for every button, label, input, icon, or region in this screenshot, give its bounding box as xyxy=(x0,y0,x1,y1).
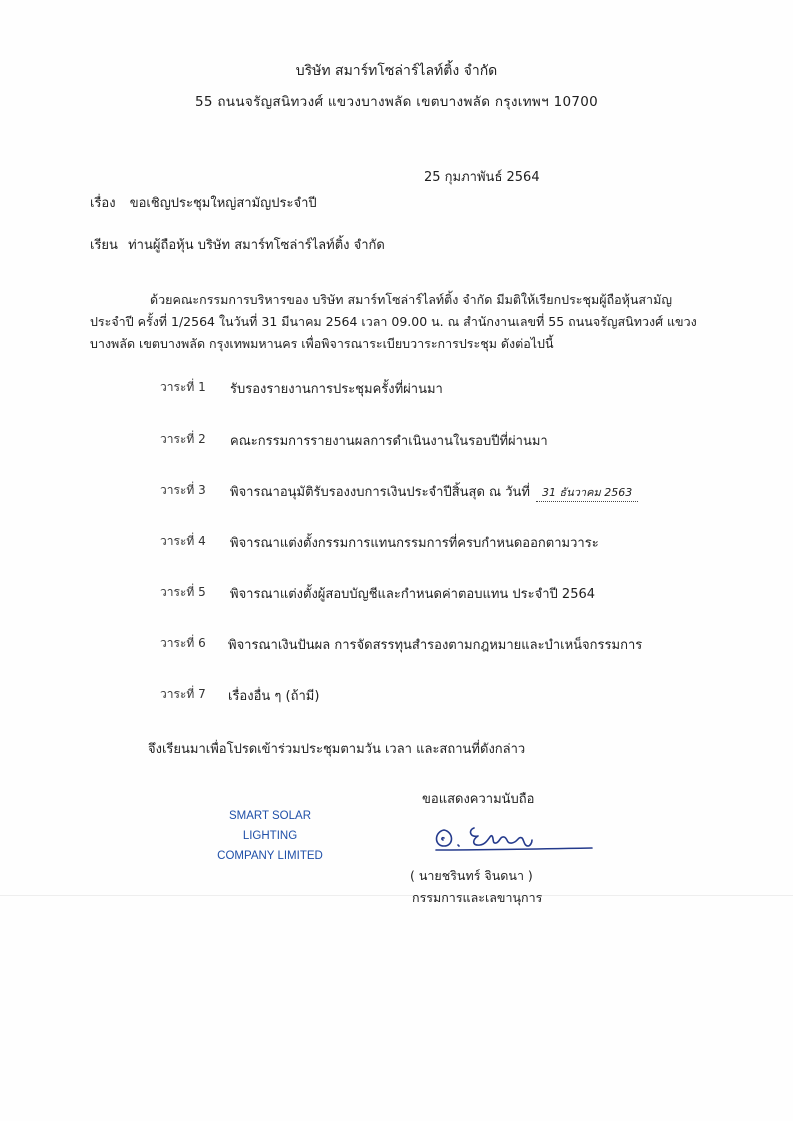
subject-line xyxy=(90,192,317,213)
company-stamp xyxy=(204,806,336,866)
agenda-text: รับรองรายงานการประชุมครั้งที่ผ่านมา xyxy=(230,382,443,397)
agenda-number: วาระที่ 2 xyxy=(160,432,206,446)
signer-name: ( นายชรินทร์ จินดนา ) xyxy=(410,868,533,883)
agenda-number: วาระที่ 5 xyxy=(160,585,206,599)
agenda-text: พิจารณาแต่งตั้งผู้สอบบัญชีและกำหนดค่าตอบแทน ประจำปี 2564 xyxy=(230,587,596,602)
to-label: เรียน xyxy=(90,238,118,253)
company-name: บริษัท สมาร์ทโซล่าร์ไลท์ติ้ง จำกัด xyxy=(295,63,498,79)
body-line-3: บางพลัด เขตบางพลัด กรุงเทพมหานคร เพื่อพิจารณาระเบียบวาระการประชุม ดังต่อไปนี้ xyxy=(90,336,554,351)
agenda-text xyxy=(230,481,638,502)
signature-image xyxy=(428,816,596,856)
stamp-line-2: COMPANY LIMITED xyxy=(217,850,323,862)
body-line-2: ประจำปี ครั้งที่ 1/2564 ในวันที่ 31 มีนาคม 2564 เวลา 09.00 น. ณ สำนักงานเลขที่ 55 ถนนจรัญสนิทวงศ์ แขวง xyxy=(90,314,697,329)
salutation-line xyxy=(90,234,385,255)
agenda-number: วาระที่ 7 xyxy=(160,687,206,701)
regards-text: ขอแสดงความนับถือ xyxy=(422,792,535,807)
company-address: 55 ถนนจรัญสนิทวงศ์ แขวงบางพลัด เขตบางพลัด กรุงเทพฯ 10700 xyxy=(194,94,599,110)
agenda-text: เรื่องอื่น ๆ (ถ้ามี) xyxy=(228,689,320,704)
agenda-text-main: พิจารณาอนุมัติรับรองงบการเงินประจำปีสิ้นสุด ณ วันที่ xyxy=(230,485,531,500)
agenda-number: วาระที่ 4 xyxy=(160,534,206,548)
scan-artifact-line xyxy=(0,895,793,896)
agenda-number: วาระที่ 6 xyxy=(160,636,206,650)
to-text: ท่านผู้ถือหุ้น บริษัท สมาร์ทโซล่าร์ไลท์ติ้ง จำกัด xyxy=(128,238,385,253)
agenda-text: คณะกรรมการรายงานผลการดำเนินงานในรอบปีที่ผ่านมา xyxy=(230,434,548,449)
body-line-1: ด้วยคณะกรรมการบริหารของ บริษัท สมาร์ทโซล่าร์ไลท์ติ้ง จำกัด มีมติให้เรียกประชุมผู้ถือหุ้นสามัญ xyxy=(150,292,672,307)
stamp-line-1: SMART SOLAR LIGHTING xyxy=(228,810,312,842)
closing-line: จึงเรียนมาเพื่อโปรดเข้าร่วมประชุมตามวัน เวลา และสถานที่ดังกล่าว xyxy=(148,742,526,757)
signer-title: กรรมการและเลขานุการ xyxy=(412,890,543,905)
subject-text: ขอเชิญประชุมใหญ่สามัญประจำปี xyxy=(129,196,317,211)
subject-label: เรื่อง xyxy=(90,196,116,211)
agenda-text: พิจารณาแต่งตั้งกรรมการแทนกรรมการที่ครบกำหนดออกตามวาระ xyxy=(230,536,599,551)
agenda-text: พิจารณาเงินปันผล การจัดสรรทุนสำรองตามกฎหมายและบำเหน็จกรรมการ xyxy=(228,638,643,653)
agenda-number: วาระที่ 1 xyxy=(160,380,206,394)
filled-date: 31 ธันวาคม 2563 xyxy=(536,483,638,502)
agenda-number: วาระที่ 3 xyxy=(160,483,206,497)
letter-date: 25 กุมภาพันธ์ 2564 xyxy=(424,170,540,185)
